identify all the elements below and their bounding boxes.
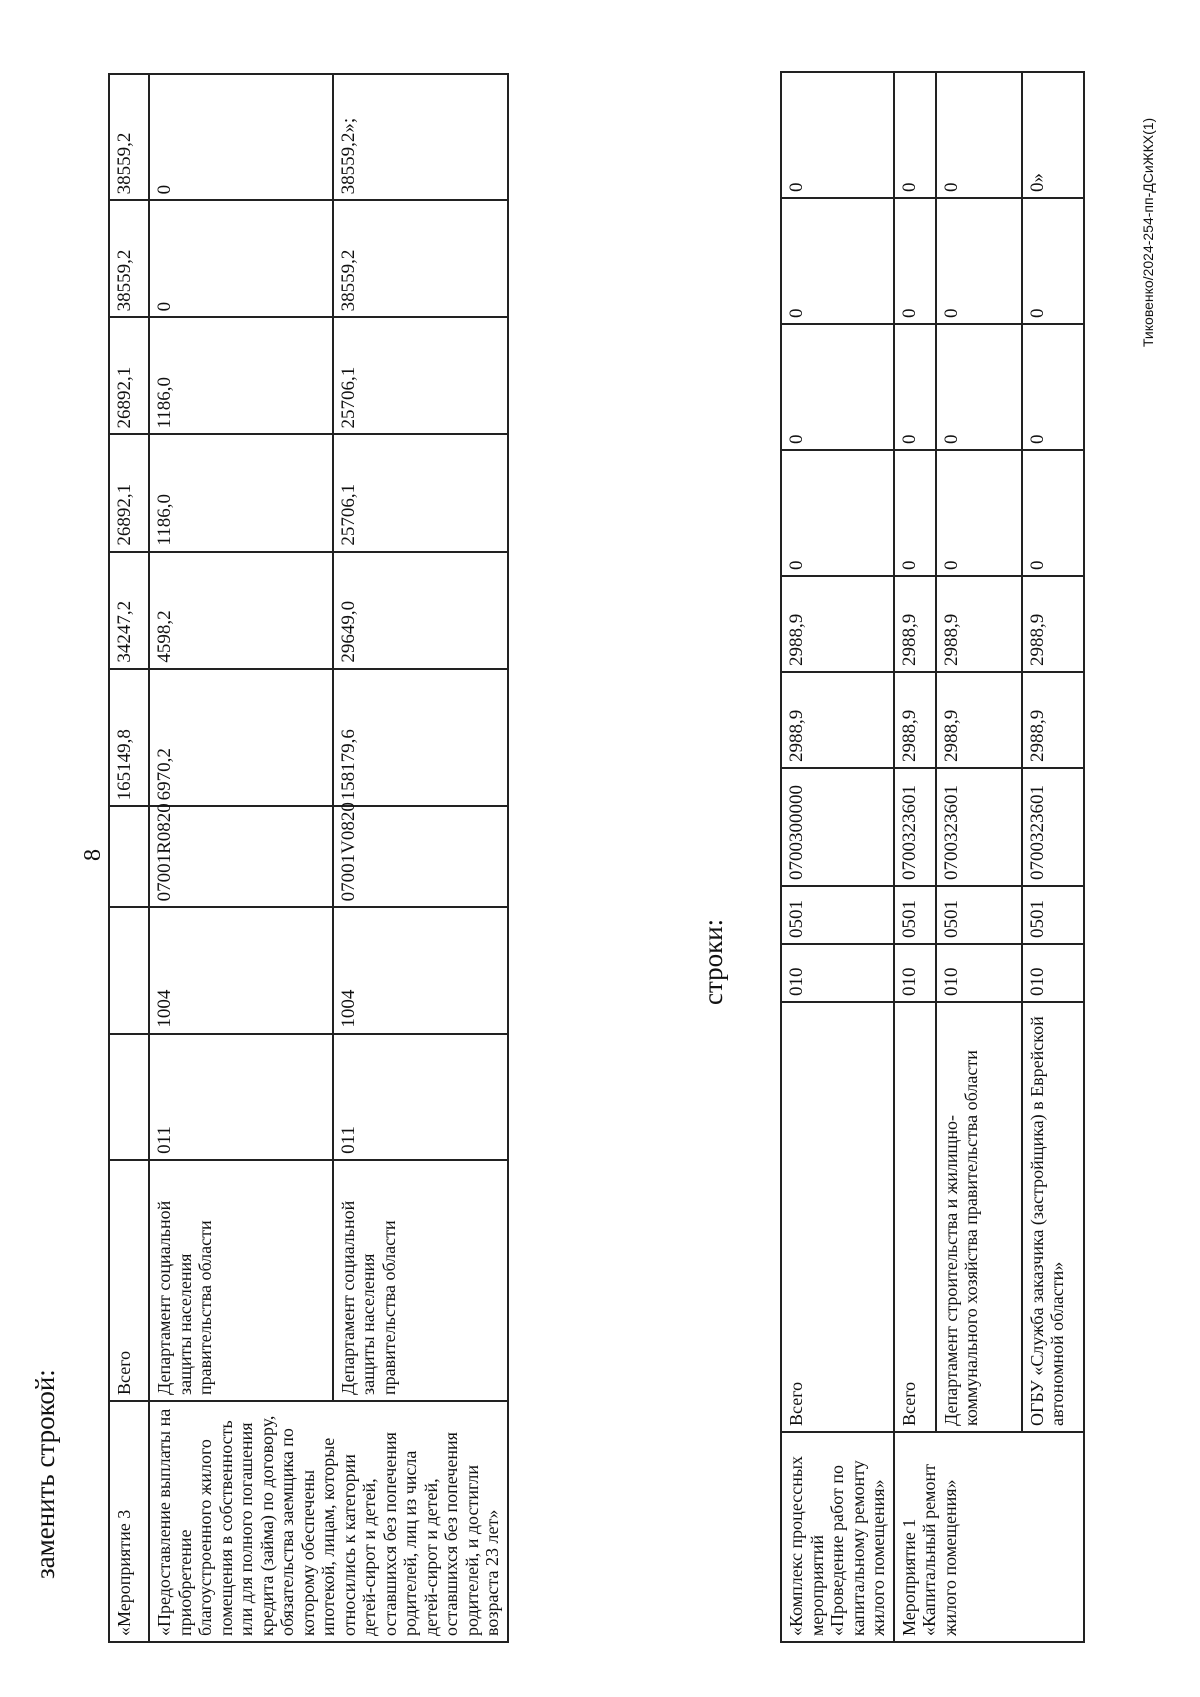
cell: 2988,9 <box>1022 672 1084 768</box>
cell: 010 <box>1022 944 1084 1002</box>
cell: 0» <box>1022 72 1084 198</box>
cell: 0 <box>1022 324 1084 450</box>
cell: ОГБУ «Служба заказчика (застройщика) в Еврейской автономной области» <box>1022 1002 1084 1432</box>
cell: 0 <box>936 324 1022 450</box>
cell: 0 <box>1022 198 1084 324</box>
cell: 2988,9 <box>1022 576 1084 672</box>
cell: 26892,1 <box>109 317 149 434</box>
cell: 0700323601 <box>894 768 936 886</box>
cell: 158179,6 <box>333 669 508 807</box>
cell: 0700323601 <box>1022 768 1084 886</box>
cell <box>109 907 149 1033</box>
cell: 2988,9 <box>936 672 1022 768</box>
cell: 0 <box>781 324 894 450</box>
cell: 0 <box>894 72 936 198</box>
cell: 0700323601 <box>936 768 1022 886</box>
cell: 38559,2»; <box>333 74 508 200</box>
cell: 0 <box>149 74 333 200</box>
cell: 4598,2 <box>149 552 333 669</box>
cell: 011 <box>149 1034 333 1160</box>
cell: 25706,1 <box>333 317 508 434</box>
table-row <box>894 72 936 1642</box>
cell: 010 <box>781 944 894 1002</box>
cell: 1004 <box>333 907 508 1033</box>
cell: Всего <box>781 1002 894 1432</box>
cell: 165149,8 <box>109 669 149 807</box>
cell: 0 <box>781 450 894 576</box>
table-row <box>781 72 894 1642</box>
cell: Мероприятие 1 «Капитальный ремонт жилого помещения» <box>894 1432 1084 1642</box>
cell: «Мероприятие 3 <box>109 1401 149 1642</box>
cell: 34247,2 <box>109 552 149 669</box>
cell <box>109 806 149 907</box>
cell: 0 <box>781 198 894 324</box>
cell: 010 <box>936 944 1022 1002</box>
cell: 0 <box>936 72 1022 198</box>
cell: 0 <box>894 450 936 576</box>
cell: 25706,1 <box>333 434 508 551</box>
table-replacement <box>108 73 509 1643</box>
cell: 2988,9 <box>781 576 894 672</box>
cell: Департамент социальной защиты населения правительства области <box>333 1160 508 1401</box>
cell: 0 <box>149 200 333 317</box>
cell: Департамент социальной защиты населения правительства области <box>149 1160 333 1401</box>
cell: 1186,0 <box>149 317 333 434</box>
cell: 0501 <box>781 886 894 944</box>
cell: 6970,2 <box>149 669 333 807</box>
cell: 0 <box>936 450 1022 576</box>
cell: 38559,2 <box>109 200 149 317</box>
heading-replace: заменить строкой: <box>30 1369 60 1579</box>
page-number: 8 <box>80 849 106 861</box>
cell: 0 <box>894 198 936 324</box>
cell: Всего <box>894 1002 936 1432</box>
cell: 1004 <box>149 907 333 1033</box>
cell: 2988,9 <box>894 672 936 768</box>
table-original-rows <box>780 71 1085 1643</box>
cell: 2988,9 <box>894 576 936 672</box>
cell: 38559,2 <box>109 74 149 200</box>
table-row <box>1022 72 1084 1642</box>
cell: 29649,0 <box>333 552 508 669</box>
cell: 07001V0820 <box>333 806 508 907</box>
cell: Департамент строительства и жилищно-коммунального хозяйства правительства области <box>936 1002 1022 1432</box>
cell: 2988,9 <box>781 672 894 768</box>
table-row <box>936 72 1022 1642</box>
cell: 010 <box>894 944 936 1002</box>
cell: 38559,2 <box>333 200 508 317</box>
cell <box>109 1034 149 1160</box>
cell: 07001R0820 <box>149 806 333 907</box>
document-footer: Тиковенко/2024-254-пп-ДСиЖКХ(1) <box>1140 117 1156 347</box>
table-row <box>109 74 149 1642</box>
cell: 0 <box>781 72 894 198</box>
cell: 0501 <box>894 886 936 944</box>
cell: 2988,9 <box>936 576 1022 672</box>
cell: 0501 <box>936 886 1022 944</box>
table-row <box>149 74 333 1642</box>
cell: 0 <box>894 324 936 450</box>
cell: Всего <box>109 1160 149 1401</box>
cell-activity-description: «Предоставление выплаты на приобретение благоустроенного жилого помещения в собственность или для полного погашения кредита (займа) по договору, обязательства заемщика по которому обеспечены ипотекой, лицам, которые относились к категории детей-сирот и детей, оставшихся без попечения родителей, лиц из числа детей-сирот и детей, оставшихся без попечения родителей, и достигли возраста 23 лет» <box>149 1401 508 1642</box>
cell: 26892,1 <box>109 434 149 551</box>
cell: 1186,0 <box>149 434 333 551</box>
cell: 0501 <box>1022 886 1084 944</box>
cell: «Комплекс процессных мероприятий «Проведение работ по капитальному ремонту жилого помещения» <box>781 1432 894 1642</box>
cell: 0700300000 <box>781 768 894 886</box>
cell: 0 <box>1022 450 1084 576</box>
cell: 0 <box>936 198 1022 324</box>
heading-rows: строки: <box>698 918 728 1005</box>
cell: 011 <box>333 1034 508 1160</box>
